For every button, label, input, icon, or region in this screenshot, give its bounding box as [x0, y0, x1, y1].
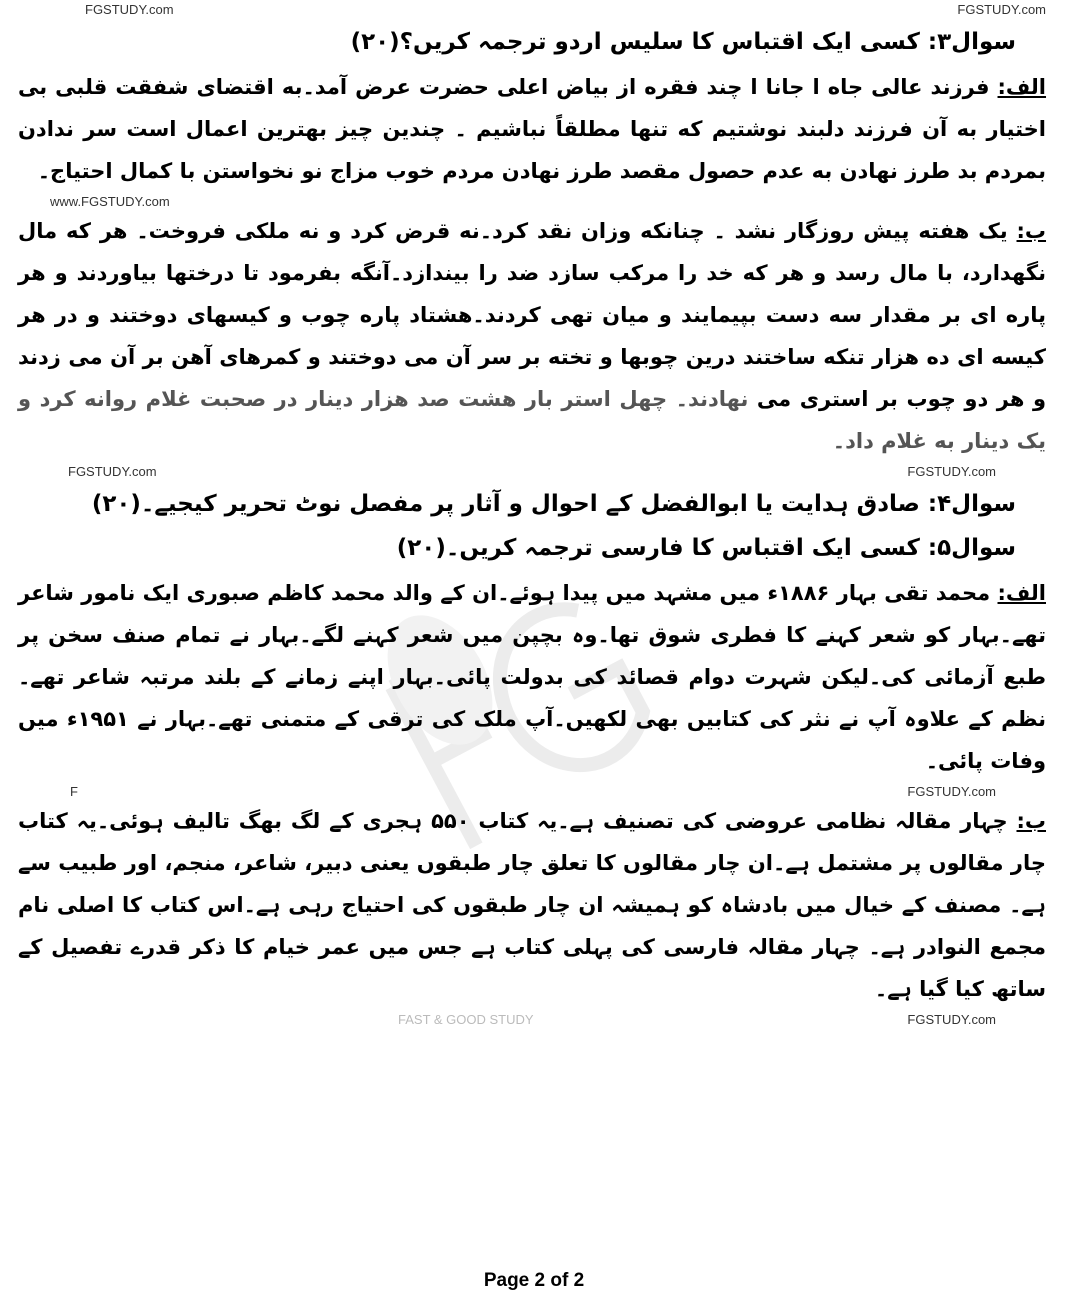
q5-alif-paragraph [18, 572, 1046, 782]
watermark-right-3: FGSTUDY.com [907, 1011, 996, 1027]
q5-be-line-4: چہار مقالہ فارسی کی پہلی کتاب ہے جس میں عمر خیام کا ذکر قدرے تفصیل کے ساتھ کیا گیا ہے۔ [18, 935, 1046, 1001]
watermark-row-5 [18, 1010, 1046, 1028]
q3-alif-paragraph [18, 66, 1046, 192]
q5-alif-line-4: آپ نے نثر کی کتابیں بھی لکھیں۔آپ ملک کی ترقی کے متمنی تھے۔بہار نے ۱۹۵۱ء میں وفات پائی۔ [18, 707, 1046, 773]
q5-be-paragraph [18, 800, 1046, 1010]
q3-be-line-3: دست بپیمایند و میان تهی کردند۔هشتاد پاره چوب و کیسهای دوختند و در هر کیسه ای ده هزار تنکه [18, 303, 1046, 369]
question-5-heading: سوال۵: کسی ایک اقتباس کا فارسی ترجمہ کریں۔(۲۰) [396, 535, 1016, 561]
page-number: Page 2 of 2 [483, 1270, 585, 1291]
q3-alif-label: الف: [997, 75, 1047, 99]
watermark-row-4 [18, 782, 1046, 800]
q3-be-line-1: یک هفته پیش روزگار نشد ۔ چنانکه وزان نقد کرد۔نه قرض کرد و نه ملکی فروخت۔ هر که مال نگهدارد، [18, 219, 1046, 285]
question-3-heading: سوال۳: کسی ایک اقتباس کا سلیس اردو ترجمہ کریں؟(۲۰) [350, 29, 1016, 55]
q3-alif-line-1: فرزند عالی جاه ا جانا ا چند فقره از بیاض اعلی حضرت عرض آمد۔به اقتضای شفقت قلبی بی اختیار به [18, 75, 1046, 141]
q5-be-label: ب: [1016, 809, 1046, 833]
watermark-left-lower: FGSTUDY.com [68, 463, 157, 479]
watermark-top-left: FGSTUDY.com [85, 1, 174, 17]
q3-be-line-5: نهادند۔ چهل استر بار هشت صد هزار دینار در صحبت غلام روانه کرد و یک دینار به غلام داد۔ [18, 387, 1046, 453]
q3-alif-line-3: عدم حصول مقصد طرز نهادن مردم خوب مزاج نو نخواستن با کمال احتیاج۔ [37, 159, 805, 183]
q5-be-line-1: چہار مقالہ نظامی عروضی کی تصنیف ہے۔یہ کتاب ۵۵۰ ہجری کے لگ بھگ تالیف ہوئی۔یہ کتاب چار [18, 809, 1047, 875]
q5-alif-line-3: آزمائی کی۔لیکن شہرت دوام قصائد کی بدولت پائی۔بہار اپنے زمانے کے بلند مرتبہ شاعر تھے۔ نظم کے علاوہ [18, 665, 1046, 731]
q3-be-paragraph [18, 210, 1046, 462]
watermark-row-3 [18, 462, 1046, 480]
question-4-heading: سوال۴: صادق ہدایت یا ابوالفضل کے احوال و آثار پر مفصل نوٹ تحریر کیجیے۔(۲۰) [91, 491, 1016, 517]
watermark-top-right: FGSTUDY.com [957, 1, 1046, 17]
q3-alif-line-2: آن فرزند دلبند نوشتیم که تنها مطلقاً نباشیم ۔ چندین چیز بهترین اعمال است سر ندادن بمردم بد طرز نهادن به [18, 117, 1046, 183]
watermark-left-mid: www.FGSTUDY.com [50, 193, 170, 209]
q3-be-line-4: ساختند درین چوبها و تخته بر سر آن می دوختند و کمرهای آهن بر آن می زدند و هر دو چوب بر استری می [18, 345, 1046, 411]
watermark-tagline-text: FAST & GOOD STUDY [398, 1011, 534, 1027]
watermark-row-2 [18, 192, 1046, 210]
watermark-right-1: FGSTUDY.com [907, 463, 996, 479]
q3-be-label: ب: [1016, 219, 1047, 243]
q3-be-line-2: با مال رسد و هر که خد را مرکب سازد ضد را بیندازد۔آنگه بفرمود تا درختها بیاوردند و هر پاره ای بر مقدار سه [18, 261, 1046, 327]
watermark-row-top [18, 0, 1046, 18]
q5-be-line-3: کے خیال میں بادشاہ کو ہمیشہ ان چار طبقوں کی احتیاج رہی ہے۔اس کتاب کا اصلی نام مجمع النوادر ہے۔ [18, 893, 1047, 959]
q5-be-line-2: مقالوں پر مشتمل ہے۔ان چار مقالوں کا تعلق چار طبقوں یعنی دبیر، شاعر، منجم، اور طبیب سے ہے۔ مصنف [18, 851, 1046, 917]
q5-alif-label: الف: [997, 581, 1046, 605]
watermark-left-f: F [70, 783, 78, 799]
q5-alif-line-1: محمد تقی بہار ۱۸۸۶ء میں مشہد میں پیدا ہوئے۔ان کے والد محمد کاظم صبوری ایک نامور شاعر [18, 581, 991, 605]
watermark-right-2: FGSTUDY.com [907, 783, 996, 799]
q5-alif-line-2: تھے۔بہار کو شعر کہنے کا فطری شوق تھا۔وہ بچپن میں شعر کہنے لگے۔بہار نے تمام صنف سخن پر طبع [18, 623, 1046, 689]
